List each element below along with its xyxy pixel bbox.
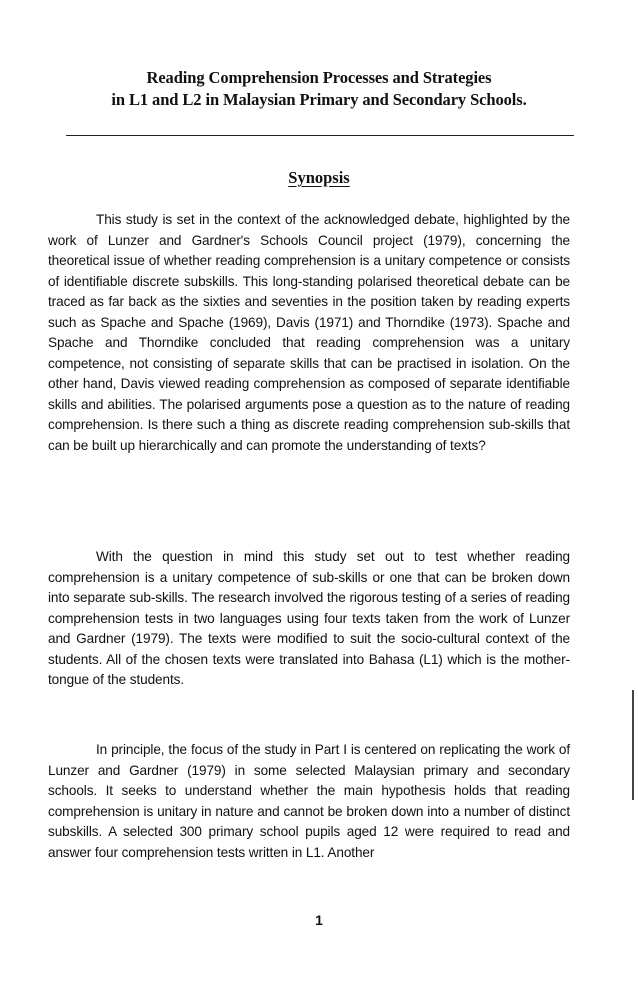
page-number: 1 bbox=[315, 912, 323, 928]
body-paragraph-3: In principle, the focus of the study in Part I is centered on replicating the work of Lunzer and Gardner (1979) in some selected Malaysian primary and secondary schools. It seeks to understand whether the main hypothesis holds that reading comprehension is unitary in nature and cannot be broken down into a number of distinct subskills. A selected 300 primary school pupils aged 12 were required to read and answer four comprehension tests written in L1. Another bbox=[48, 742, 570, 860]
scan-edge-mark bbox=[632, 690, 634, 800]
title-divider bbox=[66, 135, 574, 136]
document-title-line-2: in L1 and L2 in Malaysian Primary and Secondary Schools. bbox=[111, 90, 527, 109]
section-heading bbox=[0, 167, 638, 189]
document-title-line-1: Reading Comprehension Processes and Strategies bbox=[146, 68, 492, 87]
body-paragraph-1: This study is set in the context of the acknowledged debate, highlighted by the work of Lunzer and Gardner's Schools Council project (1979), concerning the theoretical issue of whether reading comprehension is a unitary competence or consists of identifiable discrete subskills. This long-standing polarised theoretical debate can be traced as far back as the sixties and seventies in the position taken by reading experts such as Spache and Spache (1969), Davis (1971) and Thorndike (1973). Spache and Spache and Thorndike concluded that reading comprehension was a unitary competence, not consisting of separate skills that can be practised in isolation. On the other hand, Davis viewed reading comprehension as composed of separate identifiable skills and abilities. The polarised arguments pose a question as to the nature of reading comprehension. Is there such a thing as discrete reading comprehension sub-skills that can be built up hierarchically and can promote the understanding of texts? bbox=[48, 212, 570, 453]
body-paragraph-2: With the question in mind this study set out to test whether reading comprehension is a unitary competence of sub-skills or one that can be broken down into separate sub-skills. The research involved the rigorous testing of a series of reading comprehension tests in two languages using four texts taken from the work of Lunzer and Gardner (1979). The texts were modified to suit the socio-cultural context of the students. All of the chosen texts were translated into Bahasa (L1) which is the mother-tongue of the students. bbox=[48, 549, 570, 687]
section-heading-text: Synopsis bbox=[288, 168, 350, 187]
